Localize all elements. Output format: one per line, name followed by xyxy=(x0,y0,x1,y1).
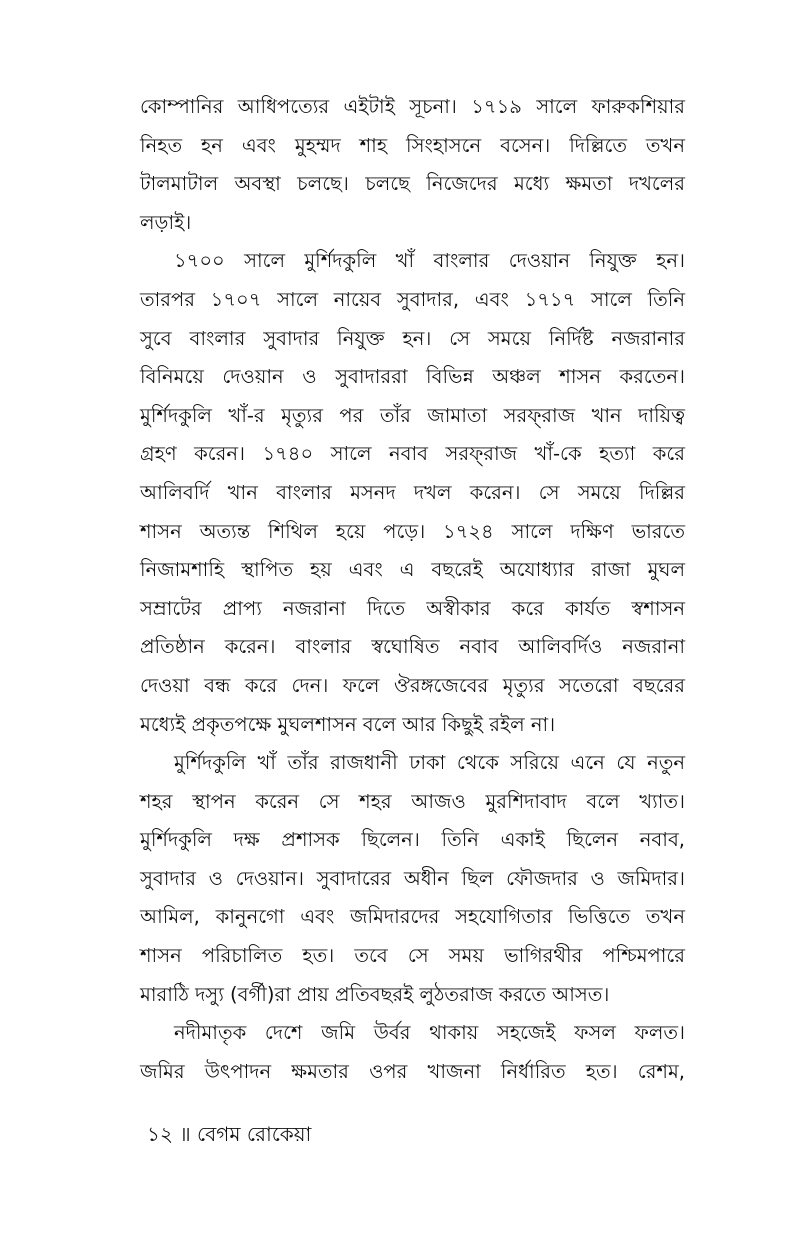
text-line: দেওয়া বন্ধ করে দেন। ফলে ঔরঙ্গজেবের মৃত্যুর সতেরো বছরের xyxy=(140,673,685,697)
body-text xyxy=(140,88,685,1091)
text-line: আলিবর্দি খান বাংলার মসনদ দখল করেন। সে সময়ে দিল্লির xyxy=(140,480,685,504)
text-line: নিজামশাহি স্থাপিত হয় এবং এ বছরেই অযোধ্যার রাজা মুঘল xyxy=(140,558,685,582)
text-line: ১৭০০ সালে মুর্শিদকুলি খাঁ বাংলার দেওয়ান নিযুক্ত হন। xyxy=(174,249,685,273)
text-line: শাসন অত্যন্ত শিথিল হয়ে পড়ে। ১৭২৪ সালে দক্ষিণ ভারতে xyxy=(140,519,685,543)
text-line: বিনিময়ে দেওয়ান ও সুবাদাররা বিভিন্ন অঞ্চল শাসন করতেন। xyxy=(140,365,685,389)
text-line: টালমাটাল অবস্থা চলছে। চলছে নিজেদের মধ্যে ক্ষমতা দখলের xyxy=(140,172,685,196)
text-line: শাসন পরিচালিত হত। তবে সে সময় ভাগিরথীর পশ্চিমপারে xyxy=(140,944,685,968)
text-line: মুর্শিদকুলি খাঁ তাঁর রাজধানী ঢাকা থেকে সরিয়ে এনে যে নতুন xyxy=(174,751,685,775)
page-footer: ১২ ॥ বেগম রোকেয়া xyxy=(147,1122,312,1146)
text-line: সুবাদার ও দেওয়ান। সুবাদারের অধীন ছিল ফৌজদার ও জমিদার। xyxy=(140,866,685,890)
text-line: সম্রাটের প্রাপ্য নজরানা দিতে অস্বীকার করে কার্যত স্বশাসন xyxy=(140,596,685,620)
text-line: মারাঠি দস্যু (বর্গী)রা প্রায় প্রতিবছরই লুঠতরাজ করতে আসত। xyxy=(140,982,610,1006)
text-line: জমির উৎপাদন ক্ষমতার ওপর খাজনা নির্ধারিত হত। রেশম, xyxy=(140,1059,685,1083)
text-line: নদীমাতৃক দেশে জমি উর্বর থাকায় সহজেই ফসল ফলত। xyxy=(174,1021,685,1045)
text-line: মুর্শিদকুলি দক্ষ প্রশাসক ছিলেন। তিনি একাই ছিলেন নবাব, xyxy=(140,828,685,852)
text-line: গ্রহণ করেন। ১৭৪০ সালে নবাব সরফ্‌রাজ খাঁ-কে হত্যা করে xyxy=(140,442,685,466)
text-line: লড়াই। xyxy=(140,210,192,234)
text-line: সুবে বাংলার সুবাদার নিযুক্ত হন। সে সময়ে নির্দিষ্ট নজরানার xyxy=(140,326,685,350)
text-line: শহর স্থাপন করেন সে শহর আজও মুরশিদাবাদ বলে খ্যাত। xyxy=(140,789,685,813)
text-line: কোম্পানির আধিপত্যের এইটাই সূচনা। ১৭১৯ সালে ফারুকশিয়ার xyxy=(140,95,685,118)
text-line: মধ্যেই প্রকৃতপক্ষে মুঘলশাসন বলে আর কিছুই রইল না। xyxy=(140,712,556,736)
text-line: মুর্শিদকুলি খাঁ-র মৃত্যুর পর তাঁর জামাতা সরফ্‌রাজ খান দায়িত্ব xyxy=(140,403,685,427)
text-line: প্রতিষ্ঠান করেন। বাংলার স্বঘোষিত নবাব আলিবর্দিও নজরানা xyxy=(140,635,685,659)
text-line: নিহত হন এবং মুহম্মদ শাহ সিংহাসনে বসেন। দিল্লিতে তখন xyxy=(140,133,685,157)
text-line: আমিল, কানুনগো এবং জমিদারদের সহযোগিতার ভিত্তিতে তখন xyxy=(140,905,685,929)
text-line: তারপর ১৭০৭ সালে নায়েব সুবাদার, এবং ১৭১৭ সালে তিনি xyxy=(140,287,685,311)
